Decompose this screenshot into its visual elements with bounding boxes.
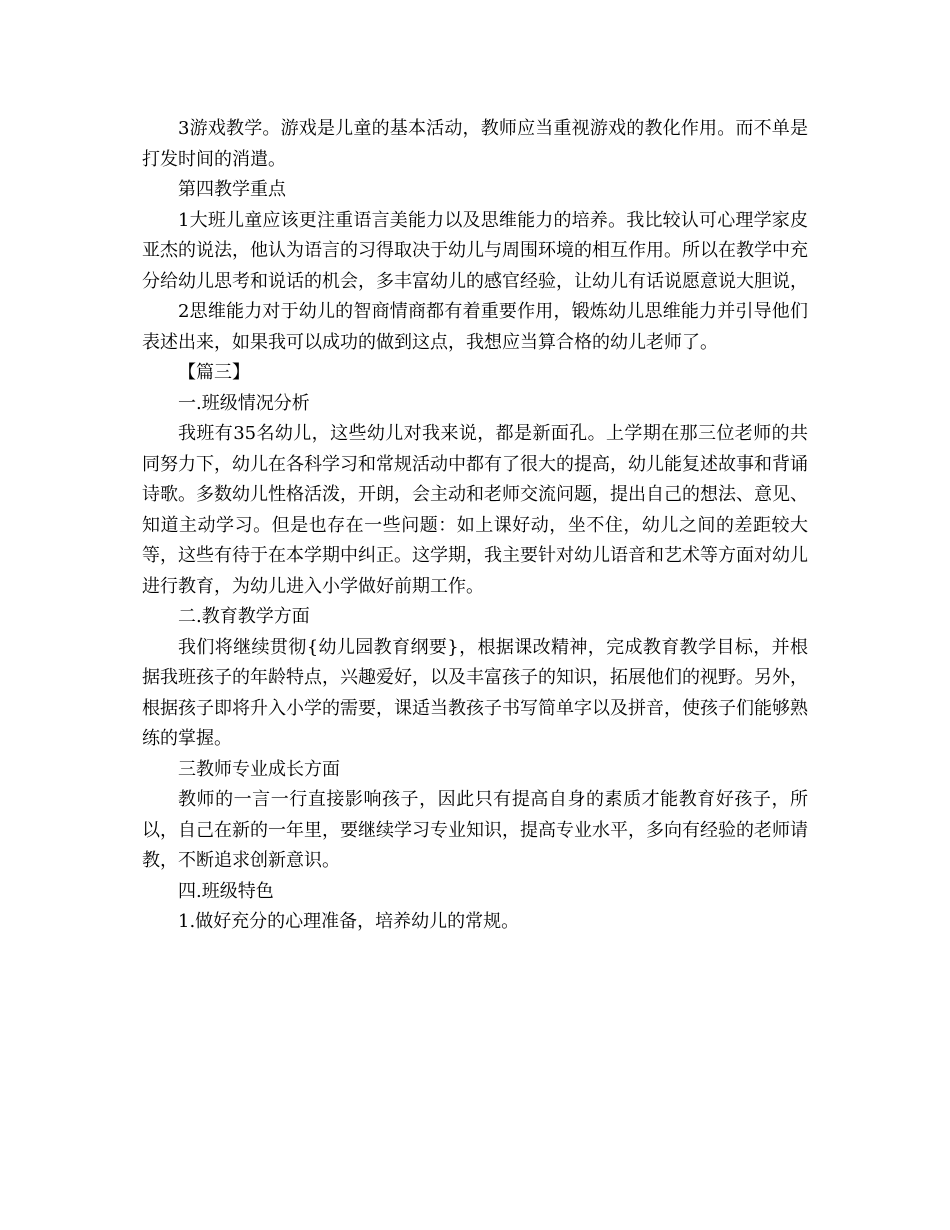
paragraph-teacher-growth: 教师的一言一行直接影响孩子，因此只有提高自身的素质才能教育好孩子，所以，自己在新的一年里，要继续学习专业知识，提高专业水平，多向有经验的老师请教，不断追求创新意识。 [142,789,808,871]
paragraph-class-features-1: 1.做好充分的心理准备，培养幼儿的常规。 [178,911,520,932]
paragraph-game-teaching: 3游戏教学。游戏是儿童的基本活动，教师应当重视游戏的教化作用。而不单是打发时间的消遣。 [142,118,808,170]
heading-class-analysis: 一.班级情况分析 [178,392,310,414]
paragraph-class-analysis: 我班有35名幼儿，这些幼儿对我来说，都是新面孔。上学期在那三位老师的共同努力下，幼儿在各科学习和常规活动中都有了很大的提高，幼儿能复述故事和背诵诗歌。多数幼儿性格活泼，开朗，会主动和老师交流问题，提出自己的想法、意见、知道主动学习。但是也存在一些问题：如上课好动，坐不住，幼儿之间的差距较大等，这些有待于在本学期中纠正。这学期，我主要针对幼儿语音和艺术等方面对幼儿进行教育，为幼儿进入小学做好前期工作。 [142,423,808,597]
paragraph-thinking-ability: 2思维能力对于幼儿的智商情商都有着重要作用，锻炼幼儿思维能力并引导他们表述出来，如果我可以成功的做到这点，我想应当算合格的幼儿老师了。 [142,301,808,353]
section-title-part-three: 【篇三】 [178,362,250,383]
heading-teaching-focus: 第四教学重点 [178,179,286,200]
heading-class-features: 四.班级特色 [178,880,274,902]
heading-education-teaching: 二.教育教学方面 [178,606,310,627]
paragraph-education-teaching: 我们将继续贯彻{幼儿园教育纲要}，根据课改精神，完成教育教学目标，并根据我班孩子的年龄特点，兴趣爱好，以及丰富孩子的知识，拓展他们的视野。另外，根据孩子即将升入小学的需要，课适当教孩子书写简单字以及拼音，使孩子们能够熟练的掌握。 [142,636,808,749]
paragraph-language-ability: 1大班儿童应该更注重语言美能力以及思维能力的培养。我比较认可心理学家皮亚杰的说法，他认为语言的习得取决于幼儿与周围环境的相互作用。所以在教学中充分给幼儿思考和说话的机会，多丰富幼儿的感官经验，让幼儿有话说愿意说大胆说， [142,209,808,292]
heading-teacher-growth: 三教师专业成长方面 [178,758,340,780]
document-body [142,114,808,938]
